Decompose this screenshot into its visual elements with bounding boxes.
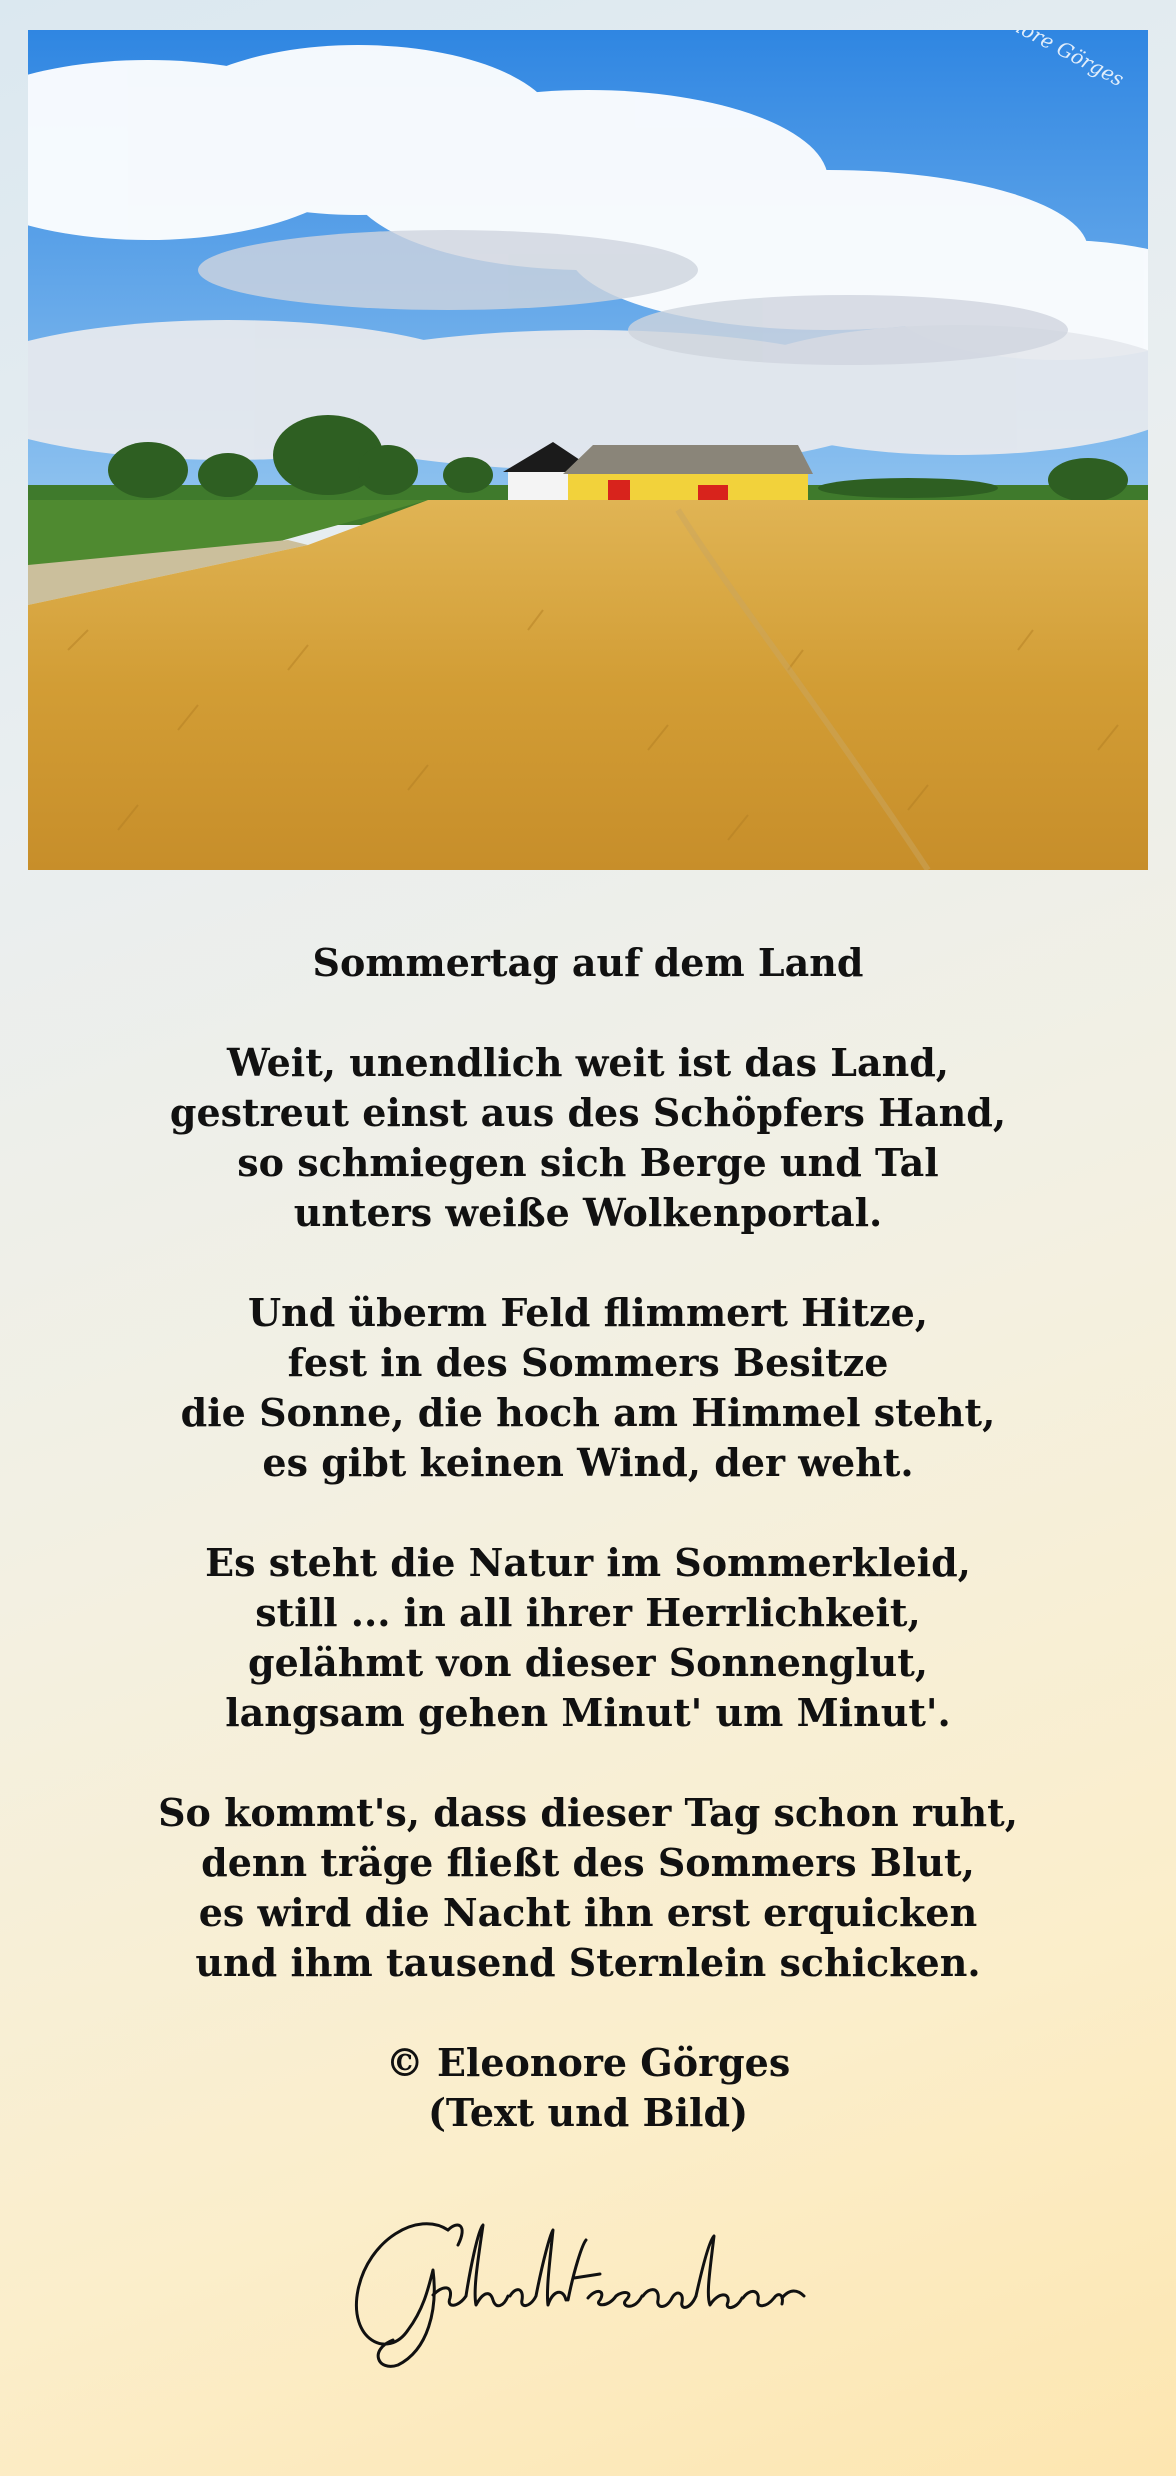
copyright-note: (Text und Bild) — [427, 2090, 749, 2135]
poem-line: Und überm Feld flimmert Hitze, — [247, 1290, 929, 1335]
poem — [0, 938, 1176, 2188]
poem-line: so schmiegen sich Berge und Tal — [237, 1140, 939, 1185]
copyright-author: © Eleonore Görges — [385, 2040, 791, 2085]
poem-line: es wird die Nacht ihn erst erquicken — [198, 1890, 978, 1935]
signature-logo — [0, 2200, 1176, 2374]
copyright — [0, 2038, 1176, 2138]
poem-line: es gibt keinen Wind, der weht. — [262, 1440, 914, 1485]
signature-script — [338, 2200, 838, 2370]
poem-line: Es steht die Natur im Sommerkleid, — [205, 1540, 971, 1585]
poem-line: gelähmt von dieser Sonnenglut, — [248, 1640, 928, 1685]
landscape-illustration — [28, 30, 1148, 870]
poem-line: Weit, unendlich weit ist das Land, — [227, 1040, 949, 1085]
poem-line: langsam gehen Minut' um Minut'. — [225, 1690, 951, 1735]
poem-line: So kommt's, dass dieser Tag schon ruht, — [158, 1790, 1018, 1835]
poem-title: Sommertag auf dem Land — [312, 940, 864, 985]
poem-line: unters weiße Wolkenportal. — [293, 1190, 883, 1235]
poem-stanza-4 — [0, 1788, 1176, 1988]
poem-stanza-1 — [0, 1038, 1176, 1238]
poem-stanza-2 — [0, 1288, 1176, 1488]
poem-line: fest in des Sommers Besitze — [287, 1340, 889, 1385]
poem-line: und ihm tausend Sternlein schicken. — [195, 1940, 981, 1985]
poem-line: still ... in all ihrer Herrlichkeit, — [255, 1590, 921, 1635]
poem-line: die Sonne, die hoch am Himmel steht, — [180, 1390, 996, 1435]
poem-stanza-3 — [0, 1538, 1176, 1738]
poem-line: gestreut einst aus des Schöpfers Hand, — [169, 1090, 1007, 1135]
landscape-photo — [28, 30, 1148, 870]
poem-line: denn träge fließt des Sommers Blut, — [201, 1840, 975, 1885]
